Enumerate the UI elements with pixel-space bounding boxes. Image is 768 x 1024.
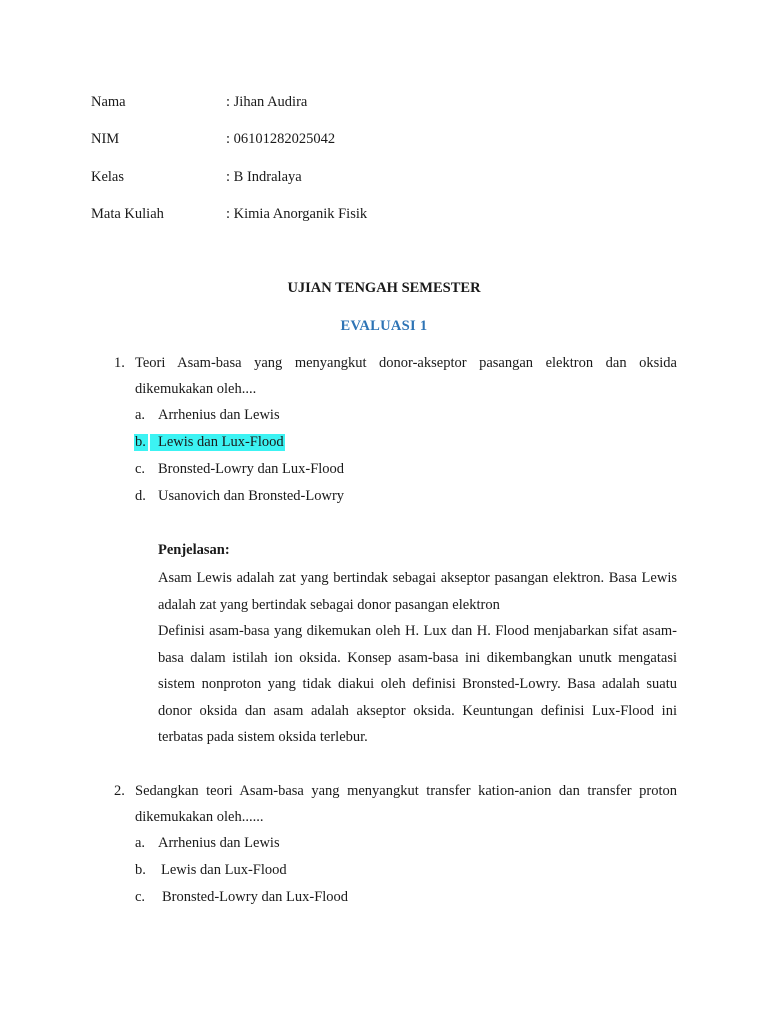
course-value: : Kimia Anorganik Fisik	[226, 206, 368, 222]
option-text: Usanovich dan Bronsted-Lowry	[158, 488, 345, 504]
option-letter: c.	[135, 461, 146, 477]
question-text: Sedangkan teori Asam-basa yang menyangkut transfer kation-anion dan transfer proton dikemukakan oleh......	[135, 783, 677, 825]
option-text: Lewis dan Lux-Flood	[161, 862, 287, 878]
name-label: Nama	[91, 94, 126, 110]
option-text: Arrhenius dan Lewis	[158, 407, 280, 423]
option-letter: a.	[135, 835, 146, 851]
option-letter: a.	[135, 407, 146, 423]
option-letter: b.	[135, 434, 146, 450]
question-number: 1.	[114, 355, 125, 371]
option-text: Bronsted-Lowry dan Lux-Flood	[162, 889, 349, 905]
nim-label: NIM	[91, 131, 120, 147]
question-text: Teori Asam-basa yang menyangkut donor-akseptor pasangan elektron dan oksida dikemukakan oleh....	[135, 355, 677, 397]
explanation-paragraph: Definisi asam-basa yang dikemukan oleh H. Lux dan H. Flood menjabarkan sifat asam-basa dalam istilah ion oksida. Konsep asam-basa ini dikembangkan unutk mengatasi sistem nonproton yang tidak diakui oleh definisi Bronsted-Lowry. Basa adalah suatu donor oksida dan asam adalah akseptor oksida. Keuntungan definisi Lux-Flood ini terbatas pada sistem oksida terlebur.	[158, 623, 677, 745]
name-value: : Jihan Audira	[226, 94, 308, 110]
option-text: Arrhenius dan Lewis	[158, 835, 280, 851]
explanation-paragraph: Asam Lewis adalah zat yang bertindak sebagai akseptor pasangan elektron. Basa Lewis adalah zat yang bertindak sebagai donor pasangan elektron	[158, 570, 677, 613]
nim-value: : 06101282025042	[226, 131, 336, 147]
question-number: 2.	[114, 783, 125, 799]
option-text: Bronsted-Lowry dan Lux-Flood	[158, 461, 345, 477]
class-label: Kelas	[91, 169, 125, 185]
exam-title: UJIAN TENGAH SEMESTER	[287, 280, 481, 296]
explanation-heading: Penjelasan:	[158, 542, 230, 558]
class-value: : B Indralaya	[226, 169, 302, 185]
option-letter: b.	[135, 862, 146, 878]
section-title: EVALUASI 1	[340, 318, 428, 334]
course-label: Mata Kuliah	[91, 206, 164, 222]
selected-option-text: Lewis dan Lux-Flood	[150, 434, 285, 451]
option-letter: c.	[135, 889, 146, 905]
option-letter: d.	[135, 488, 146, 504]
